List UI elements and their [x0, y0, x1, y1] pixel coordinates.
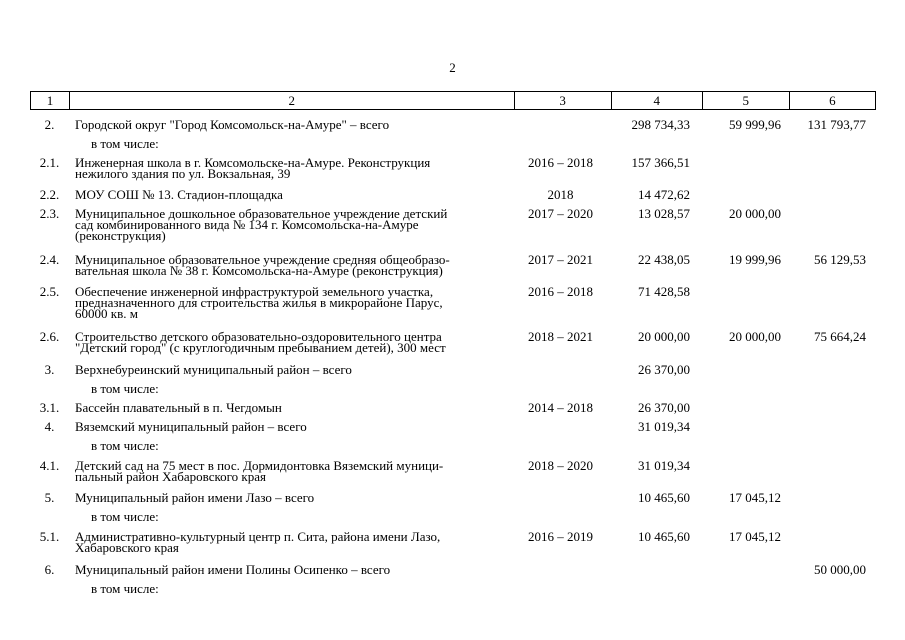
row-number: 3.1.	[39, 400, 60, 415]
object-name	[75, 564, 515, 575]
row-number: 2.4.	[39, 252, 60, 267]
amount-col4: 13 028,57	[638, 206, 690, 221]
amount-col4: 26 370,00	[638, 400, 690, 415]
row-number: 2.1.	[39, 155, 60, 170]
years-cell: 2016 – 2019	[528, 529, 593, 544]
row-number: 2.6.	[39, 329, 60, 344]
amount-col6: 75 664,24	[814, 329, 866, 344]
years-cell: 2017 – 2020	[528, 206, 593, 221]
column-header-5: 5	[702, 92, 789, 110]
object-name	[75, 254, 515, 276]
object-name	[75, 364, 515, 375]
object-name	[75, 157, 515, 179]
object-name-line: пальный район Хабаровского края	[75, 469, 266, 484]
years-cell: 2018 – 2021	[528, 329, 593, 344]
object-name	[75, 208, 515, 241]
amount-col4: 31 019,34	[638, 419, 690, 434]
object-name-line: Муниципальный район имени Лазо – всего	[75, 490, 315, 505]
amount-col4: 26 370,00	[638, 362, 690, 377]
amount-col4: 10 465,60	[638, 490, 690, 505]
subheading-label	[91, 583, 531, 594]
amount-col5: 20 000,00	[729, 329, 781, 344]
object-name-line: сад комбинированного вида № 134 г. Комсомольска-на-Амуре	[75, 217, 419, 232]
years-cell: 2018	[547, 187, 574, 202]
object-name	[75, 286, 515, 319]
amount-col4: 22 438,05	[638, 252, 690, 267]
amount-col6: 56 129,53	[814, 252, 866, 267]
row-number: 2.	[44, 117, 55, 132]
subheading-label	[91, 383, 531, 394]
amount-col6: 50 000,00	[814, 562, 866, 577]
subheading-label	[91, 440, 531, 451]
row-number: 2.3.	[39, 206, 60, 221]
years-cell: 2017 – 2021	[528, 252, 593, 267]
amount-col4: 71 428,58	[638, 284, 690, 299]
amount-col5: 17 045,12	[729, 490, 781, 505]
object-name-line: (реконструкция)	[75, 228, 166, 243]
column-header-table	[30, 91, 876, 110]
object-name-line: Строительство детского образовательно-оздоровительного центра	[75, 329, 442, 344]
object-name-line: в том числе:	[91, 136, 159, 151]
object-name-line: Верхнебуреинский муниципальный район – всего	[75, 362, 352, 377]
column-header-6: 6	[789, 92, 875, 110]
amount-col5: 17 045,12	[729, 529, 781, 544]
subheading-label	[91, 138, 531, 149]
object-name	[75, 331, 515, 353]
column-header-2: 2	[70, 92, 515, 110]
object-name	[75, 492, 515, 503]
object-name-line: Вяземский муниципальный район – всего	[75, 419, 307, 434]
object-name-line: Бассейн плавательный в п. Чегдомын	[75, 400, 282, 415]
amount-col5: 19 999,96	[729, 252, 781, 267]
column-header-1: 1	[31, 92, 70, 110]
years-cell: 2014 – 2018	[528, 400, 593, 415]
object-name-line: Хабаровского края	[75, 540, 179, 555]
object-name-line: Административно-культурный центр п. Сита, района имени Лазо,	[75, 529, 441, 544]
object-name-line: 60000 кв. м	[75, 306, 138, 321]
row-number: 4.1.	[39, 458, 60, 473]
page-number: 2	[449, 60, 456, 75]
column-header-4: 4	[611, 92, 702, 110]
object-name-line: в том числе:	[91, 509, 159, 524]
amount-col5: 20 000,00	[729, 206, 781, 221]
object-name-line: Муниципальное образовательное учреждение средняя общеобразо-	[75, 252, 450, 267]
years-cell: 2016 – 2018	[528, 284, 593, 299]
row-number: 3.	[44, 362, 55, 377]
object-name	[75, 531, 515, 553]
amount-col4: 14 472,62	[638, 187, 690, 202]
amount-col5: 59 999,96	[729, 117, 781, 132]
object-name	[75, 460, 515, 482]
amount-col4: 298 734,33	[631, 117, 690, 132]
amount-col6: 131 793,77	[807, 117, 866, 132]
object-name-line: в том числе:	[91, 381, 159, 396]
object-name	[75, 421, 515, 432]
column-header-3: 3	[514, 92, 611, 110]
row-number: 2.5.	[39, 284, 60, 299]
object-name	[75, 119, 515, 130]
object-name	[75, 402, 515, 413]
object-name-line: "Детский город" (с круглогодичным пребыванием детей), 300 мест	[75, 340, 446, 355]
row-number: 5.1.	[39, 529, 60, 544]
row-number: 4.	[44, 419, 55, 434]
amount-col4: 31 019,34	[638, 458, 690, 473]
object-name-line: Муниципальный район имени Полины Осипенко – всего	[75, 562, 391, 577]
row-number: 2.2.	[39, 187, 60, 202]
object-name-line: Обеспечение инженерной инфраструктурой земельного участка,	[75, 284, 434, 299]
years-cell: 2016 – 2018	[528, 155, 593, 170]
amount-col4: 157 366,51	[631, 155, 690, 170]
object-name-line: в том числе:	[91, 581, 159, 596]
row-number: 5.	[44, 490, 55, 505]
object-name-line: Городской округ "Город Комсомольск-на-Амуре" – всего	[75, 117, 390, 132]
object-name-line: МОУ СОШ № 13. Стадион-площадка	[75, 187, 283, 202]
object-name-line: в том числе:	[91, 438, 159, 453]
object-name-line: предназначенного для строительства жилья в микрорайоне Парус,	[75, 295, 443, 310]
object-name	[75, 189, 515, 200]
row-number: 6.	[44, 562, 55, 577]
object-name-line: Инженерная школа в г. Комсомольске-на-Амуре. Реконструкция	[75, 155, 431, 170]
object-name-line: Муниципальное дошкольное образовательное учреждение детский	[75, 206, 448, 221]
object-name-line: Детский сад на 75 мест в пос. Дормидонтовка Вяземский муници-	[75, 458, 444, 473]
object-name-line: вательная школа № 38 г. Комсомольска-на-Амуре (реконструкция)	[75, 263, 443, 278]
years-cell: 2018 – 2020	[528, 458, 593, 473]
amount-col4: 20 000,00	[638, 329, 690, 344]
subheading-label	[91, 511, 531, 522]
amount-col4: 10 465,60	[638, 529, 690, 544]
object-name-line: нежилого здания по ул. Вокзальная, 39	[75, 166, 291, 181]
column-header-row	[31, 92, 876, 110]
